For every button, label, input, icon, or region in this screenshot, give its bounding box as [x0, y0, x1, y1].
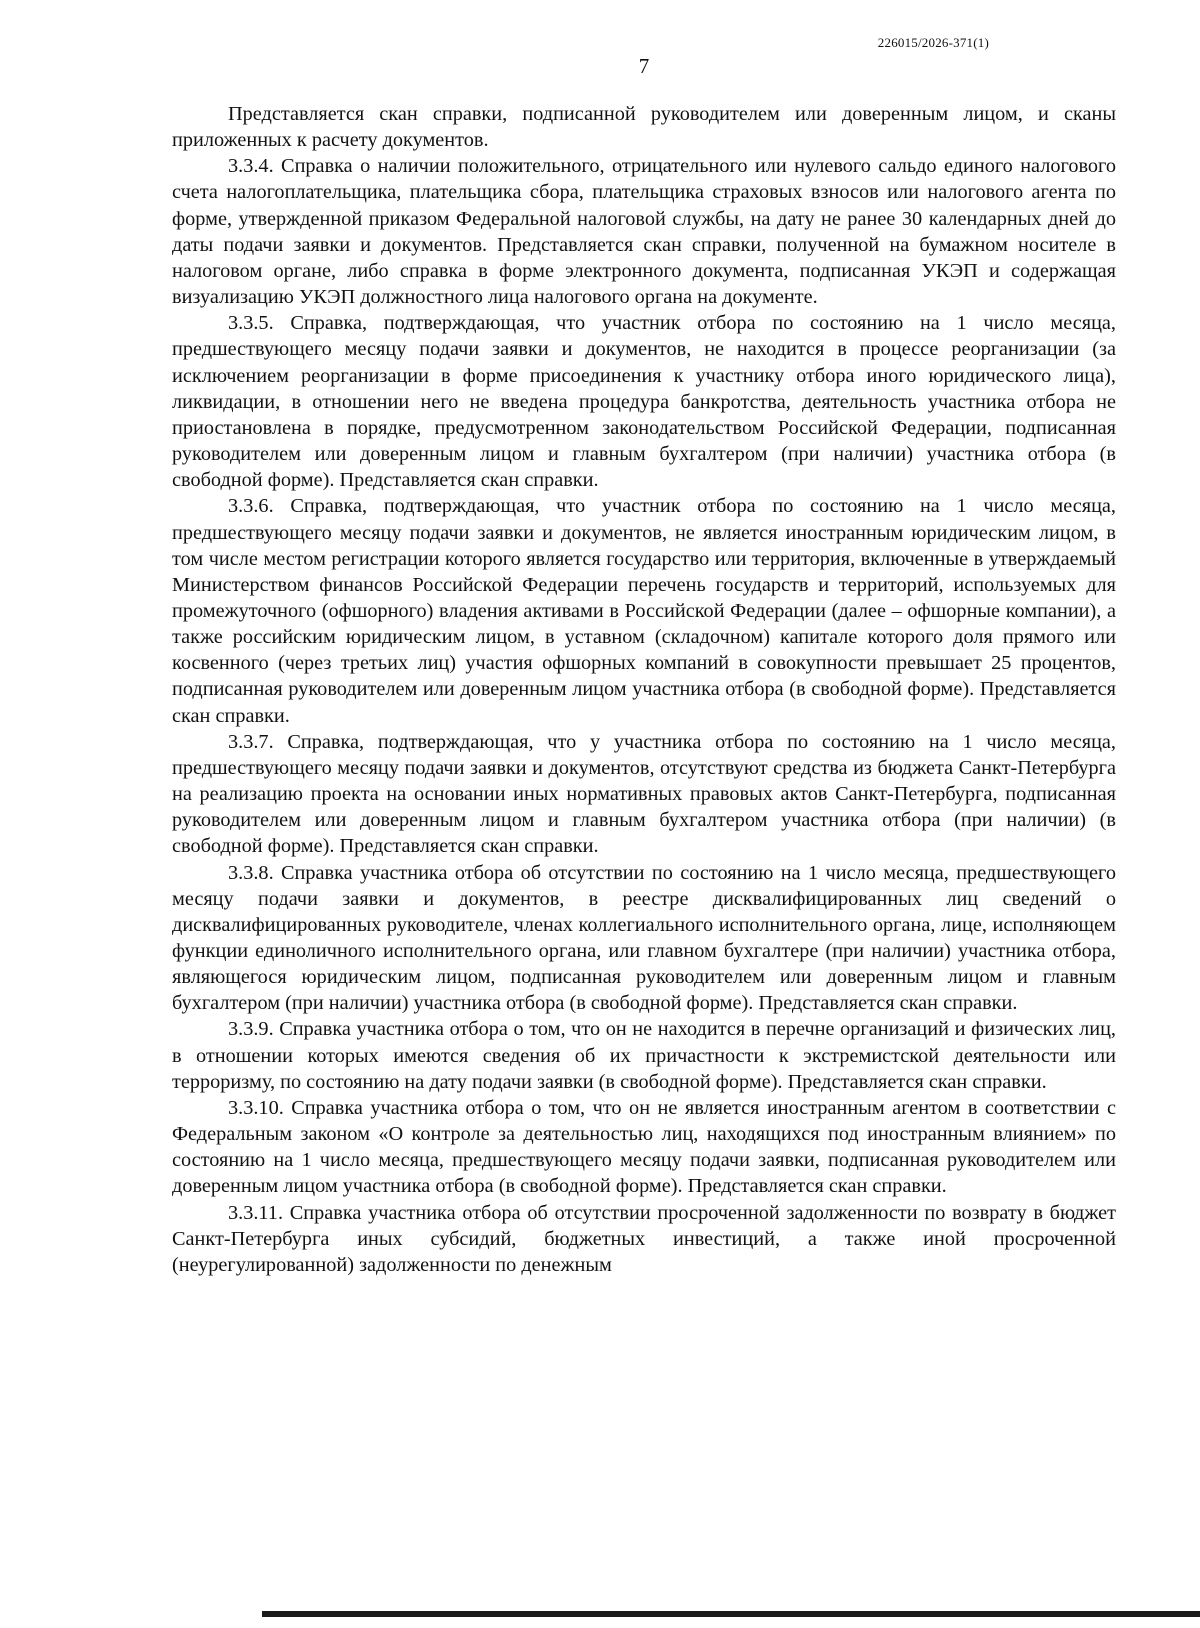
document-body: [172, 101, 1116, 1278]
page-number: 7: [638, 54, 650, 78]
paragraph-3-3-7: 3.3.7. Справка, подтверждающая, что у участника отбора по состоянию на 1 число месяца, предшествующего месяцу подачи заявки и документов, отсутствуют средства из бюджета Санкт-Петербурга на реализацию проекта на основании иных нормативных правовых актов Санкт-Петербурга, подписанная руководителем или доверенным лицом и главным бухгалтером участника отбора (при наличии) (в свободной форме). Представляется скан справки.: [172, 730, 1116, 858]
paragraph-3-3-9: 3.3.9. Справка участника отбора о том, что он не находится в перечне организаций и физических лиц, в отношении которых имеются сведения об их причастности к экстремистской деятельности или терроризму, по состоянию на дату подачи заявки (в свободной форме). Представляется скан справки.: [172, 1018, 1116, 1093]
scan-edge-line: [262, 1611, 1200, 1617]
paragraph-3-3-4: 3.3.4. Справка о наличии положительного, отрицательного или нулевого сальдо единого налогового счета налогоплательщика, плательщика сбора, плательщика страховых взносов или налогового агента по форме, утвержденной приказом Федеральной налоговой службы, на дату не ранее 30 календарных дней до даты подачи заявки и документов. Представляется скан справки, полученной на бумажном носителе в налоговом органе, либо справка в форме электронного документа, подписанная УКЭП и содержащая визуализацию УКЭП должностного лица налогового органа на документе.: [172, 155, 1116, 309]
paragraph-3-3-6: 3.3.6. Справка, подтверждающая, что участник отбора по состоянию на 1 число месяца, предшествующего месяцу подачи заявки и документов, не является иностранным юридическим лицом, в том числе местом регистрации которого является государство или территория, включенные в утверждаемый Министерством финансов Российской Федерации перечень государств и территорий, используемых для промежуточного (офшорного) владения активами в Российской Федерации (далее – офшорные компании), а также российским юридическим лицом, в уставном (складочном) капитале которого доля прямого или косвенного (через третьих лиц) участия офшорных компаний в совокупности превышает 25 процентов, подписанная руководителем или доверенным лицом участника отбора (в свободной форме). Представляется скан справки.: [172, 495, 1116, 727]
paragraph-3-3-8: 3.3.8. Справка участника отбора об отсутствии по состоянию на 1 число месяца, предшествующего месяцу подачи заявки и документов, в реестре дисквалифицированных лиц сведений о дисквалифицированных руководителе, членах коллегиального исполнительного органа, лице, исполняющем функции единоличного исполнительного органа, или главном бухгалтере (при наличии) участника отбора, являющегося юридическим лицом, подписанная руководителем или доверенным лицом и главным бухгалтером (при наличии) участника отбора (в свободной форме). Представляется скан справки.: [172, 861, 1116, 1015]
paragraph-3-3-10: 3.3.10. Справка участника отбора о том, что он не является иностранным агентом в соответствии с Федеральным законом «О контроле за деятельностью лиц, находящихся под иностранным влиянием» по состоянию на 1 число месяца, предшествующего месяцу подачи заявки, подписанная руководителем или доверенным лицом участника отбора (в свободной форме). Представляется скан справки.: [172, 1096, 1116, 1198]
paragraph-scan-note: Представляется скан справки, подписанной руководителем или доверенным лицом, и сканы приложенных к расчету документов.: [172, 103, 1116, 152]
document-registration-number: 226015/2026-371(1): [877, 35, 989, 50]
paragraph-3-3-5: 3.3.5. Справка, подтверждающая, что участник отбора по состоянию на 1 число месяца, предшествующего месяцу подачи заявки и документов, не находится в процессе реорганизации (за исключением реорганизации в форме присоединения к участнику отбора иного юридического лица), ликвидации, в отношении него не введена процедура банкротства, деятельность участника отбора не приостановлена в порядке, предусмотренном законодательством Российской Федерации, подписанная руководителем или доверенным лицом и главным бухгалтером (при наличии) участника отбора (в свободной форме). Представляется скан справки.: [172, 312, 1116, 492]
paragraph-3-3-11: 3.3.11. Справка участника отбора об отсутствии просроченной задолженности по возврату в бюджет Санкт-Петербурга иных субсидий, бюджетных инвестиций, а также иной просроченной (неурегулированной) задолженности по денежным: [172, 1201, 1116, 1276]
